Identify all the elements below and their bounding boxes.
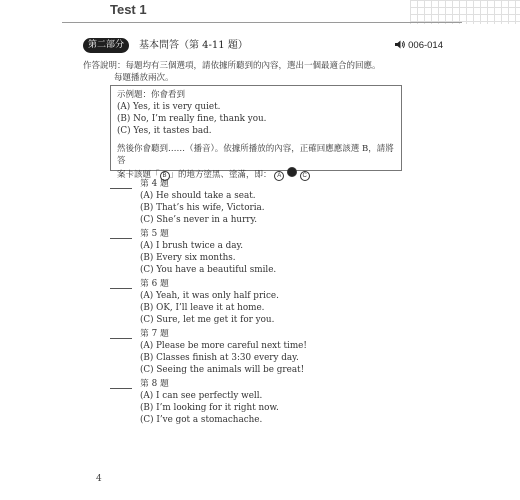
option-c: (C) I’ve got a stomachache. xyxy=(140,415,263,425)
page-number: 4 xyxy=(96,474,102,484)
test-title xyxy=(110,2,147,17)
option-b: (B) I’m looking for it right now. xyxy=(140,403,279,413)
instructions-line-1: 作答說明：每題均有三個選項，請依據所聽到的內容，選出一個最適合的回應。 xyxy=(83,61,381,71)
instructions-line-2: 每題播放兩次。 xyxy=(114,73,174,83)
option-c: (C) Seeing the animals will be great! xyxy=(140,365,305,375)
question-label: 第 5 題 xyxy=(140,229,169,239)
grid-decoration xyxy=(410,0,520,24)
answer-blank[interactable] xyxy=(110,288,132,289)
answer-bubble-filled xyxy=(287,167,297,177)
example-lead: 示例題：你會看到 xyxy=(117,90,186,100)
instructions xyxy=(83,60,423,84)
question-7 xyxy=(110,328,410,376)
example-note-line-1: 然後你會聽到……（播音）。依據所播放的內容，正確回應應該選 B，請將答 xyxy=(117,144,394,166)
audio-ref-text: 006-014 xyxy=(408,40,443,51)
answer-blank[interactable] xyxy=(110,238,132,239)
question-label: 第 7 題 xyxy=(140,329,169,339)
option-b: (B) OK, I’ll leave it at home. xyxy=(140,303,265,313)
option-a: (A) I brush twice a day. xyxy=(140,241,244,251)
answer-bubble-a: A xyxy=(274,171,284,181)
answer-blank[interactable] xyxy=(110,388,132,389)
example-box xyxy=(110,85,402,180)
option-b: (B) That’s his wife, Victoria. xyxy=(140,203,265,213)
answer-bubble-b: B xyxy=(160,171,170,181)
section-header xyxy=(83,38,443,54)
answer-bubble-c: C xyxy=(300,171,310,181)
question-8 xyxy=(110,378,410,426)
option-a: (A) I can see perfectly well. xyxy=(140,391,263,401)
test-label: Test xyxy=(110,2,136,17)
option-c: (C) She’s never in a hurry. xyxy=(140,215,258,225)
test-number: 1 xyxy=(139,2,147,17)
question-6 xyxy=(110,278,410,326)
question-4 xyxy=(110,178,410,226)
option-a: (A) Please be more careful next time! xyxy=(140,341,307,351)
option-a: (A) He should take a seat. xyxy=(140,191,256,201)
section-badge: 第二部分 xyxy=(83,38,129,53)
question-5 xyxy=(110,228,410,276)
audio-track-reference xyxy=(395,38,443,53)
answer-blank[interactable] xyxy=(110,338,132,339)
option-c: (C) You have a beautiful smile. xyxy=(140,265,277,275)
section-title: 基本問答（第 4-11 題） xyxy=(139,40,248,51)
example-note-text-a: 案卡該題「 xyxy=(117,170,160,180)
question-label: 第 6 題 xyxy=(140,279,169,289)
option-b: (B) Classes finish at 3:30 every day. xyxy=(140,353,299,363)
example-option-a: (A) Yes, it is very quiet. xyxy=(117,102,221,112)
example-option-c: (C) Yes, it tastes bad. xyxy=(117,126,212,136)
option-a: (A) Yeah, it was only half price. xyxy=(140,291,279,301)
question-label: 第 8 題 xyxy=(140,379,169,389)
answer-blank[interactable] xyxy=(110,188,132,189)
speaker-icon xyxy=(395,40,405,49)
example-option-b: (B) No, I’m really fine, thank you. xyxy=(117,114,267,124)
option-c: (C) Sure, let me get it for you. xyxy=(140,315,275,325)
header-rule xyxy=(62,22,462,23)
example-note-text-b: 」的地方塗黑、塗滿，即： xyxy=(169,170,272,180)
question-label: 第 4 題 xyxy=(140,179,169,189)
option-b: (B) Every six months. xyxy=(140,253,236,263)
